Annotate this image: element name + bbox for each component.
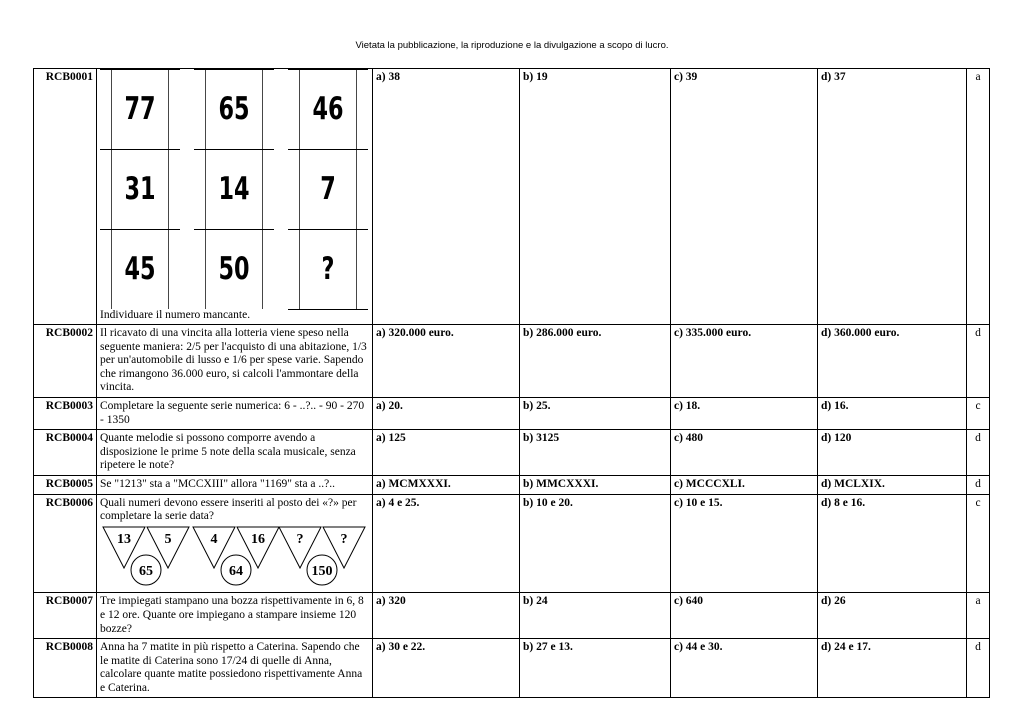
option-d: d) 120 (818, 430, 967, 476)
correct-answer: d (967, 430, 990, 476)
option-c: c) 44 e 30. (671, 639, 818, 698)
figure-left-number: ? (296, 531, 304, 547)
option-d: d) 360.000 euro. (818, 325, 967, 398)
figure-circle-number: 65 (139, 563, 153, 579)
grid-number: 45 (111, 229, 169, 309)
figure-circle-number: 64 (229, 563, 243, 579)
question-row-1 (34, 69, 990, 325)
figure-left-number: 13 (117, 531, 131, 547)
question-cell (97, 494, 373, 593)
question-text: Tre impiegati stampano una bozza rispettivamente in 6, 8 e 12 ore. Quante ore impiegano a stampare insieme 120 bozze? (97, 593, 373, 639)
option-a: a) 125 (373, 430, 520, 476)
figure-circle-number: 150 (311, 563, 333, 579)
option-c: c) 640 (671, 593, 818, 639)
option-d: d) 16. (818, 397, 967, 429)
option-c: c) 39 (671, 69, 818, 325)
grid-number: 65 (205, 69, 263, 149)
option-c: c) 480 (671, 430, 818, 476)
option-d: d) 37 (818, 69, 967, 325)
question-text: Il ricavato di una vincita alla lotteria viene speso nella seguente maniera: 2/5 per l'acquisto di una abitazione, 1/3 per un'automobile di lusso e 1/6 per spese varie. Sapendo che rimangono 36.000 euro, si calcoli l'ammontare della vincita. (97, 325, 373, 398)
option-b: b) 25. (520, 397, 671, 429)
grid-number: 31 (111, 149, 169, 229)
figure-right-number: 5 (164, 531, 172, 547)
grid-number: 46 (299, 69, 357, 149)
question-code: RCB0007 (34, 593, 97, 639)
figure-group-3 (279, 527, 365, 585)
question-text: Completare la seguente serie numerica: 6 - ..?.. - 90 - 270 - 1350 (97, 397, 373, 429)
question-code: RCB0006 (34, 494, 97, 593)
question-row-8 (34, 639, 990, 698)
option-a: a) 38 (373, 69, 520, 325)
figure-right-number: ? (340, 531, 348, 547)
option-a: a) 20. (373, 397, 520, 429)
option-b: b) 10 e 20. (520, 494, 671, 593)
question-text: Quante melodie si possono comporre avendo a disposizione le prime 5 note della scala musicale, senza ripetere le note? (97, 430, 373, 476)
question-text: Quali numeri devono essere inseriti al posto dei «?» per completare la serie data? (100, 496, 357, 523)
option-b: b) 24 (520, 593, 671, 639)
option-c: c) MCCCXLI. (671, 475, 818, 494)
question-row-4 (34, 430, 990, 476)
option-a: a) 30 e 22. (373, 639, 520, 698)
grid-number: 50 (205, 229, 263, 309)
question-text: Individuare il numero mancante. (100, 309, 251, 322)
option-d: d) 24 e 17. (818, 639, 967, 698)
question-code: RCB0008 (34, 639, 97, 698)
correct-answer: c (967, 397, 990, 429)
question-code: RCB0003 (34, 397, 97, 429)
question-text: Se "1213" sta a "MCCXIII" allora "1169" sta a ..?.. (97, 475, 373, 494)
correct-answer: c (967, 494, 990, 593)
option-d: d) 8 e 16. (818, 494, 967, 593)
option-d: d) 26 (818, 593, 967, 639)
grid-number: 7 (299, 149, 357, 229)
option-a: a) 4 e 25. (373, 494, 520, 593)
question-row-2 (34, 325, 990, 398)
question-cell (97, 69, 373, 325)
option-b: b) 27 e 13. (520, 639, 671, 698)
question-row-7 (34, 593, 990, 639)
figure-right-number: 16 (251, 531, 265, 547)
option-c: c) 335.000 euro. (671, 325, 818, 398)
grid-number: 14 (205, 149, 263, 229)
question-text: Anna ha 7 matite in più rispetto a Caterina. Sapendo che le matite di Caterina sono 17/24 di quelle di Anna, calcolare quante matite possiedono rispettivamente Anna e Caterina. (97, 639, 373, 698)
option-b: b) 3125 (520, 430, 671, 476)
question-code: RCB0002 (34, 325, 97, 398)
option-a: a) MCMXXXI. (373, 475, 520, 494)
figure-left-number: 4 (210, 531, 218, 547)
correct-answer: a (967, 69, 990, 325)
question-code: RCB0005 (34, 475, 97, 494)
option-b: b) MMCXXXI. (520, 475, 671, 494)
figure-group-1 (103, 527, 189, 585)
question-code: RCB0001 (34, 69, 97, 325)
grid-number: 77 (111, 69, 169, 149)
number-grid (100, 69, 370, 309)
question-row-6 (34, 494, 990, 593)
grid-number-missing: ? (299, 229, 357, 309)
option-b: b) 19 (520, 69, 671, 325)
option-a: a) 320.000 euro. (373, 325, 520, 398)
triangle-circle-figure (100, 524, 370, 586)
correct-answer: d (967, 325, 990, 398)
correct-answer: d (967, 639, 990, 698)
question-row-3 (34, 397, 990, 429)
option-b: b) 286.000 euro. (520, 325, 671, 398)
page-header: Vietata la pubblicazione, la riproduzione e la divulgazione a scopo di lucro. (355, 40, 669, 51)
question-code: RCB0004 (34, 430, 97, 476)
figure-group-2 (193, 527, 279, 585)
correct-answer: d (967, 475, 990, 494)
option-c: c) 10 e 15. (671, 494, 818, 593)
correct-answer: a (967, 593, 990, 639)
option-c: c) 18. (671, 397, 818, 429)
question-row-5 (34, 475, 990, 494)
option-d: d) MCLXIX. (818, 475, 967, 494)
questions-table (33, 68, 990, 698)
option-a: a) 320 (373, 593, 520, 639)
